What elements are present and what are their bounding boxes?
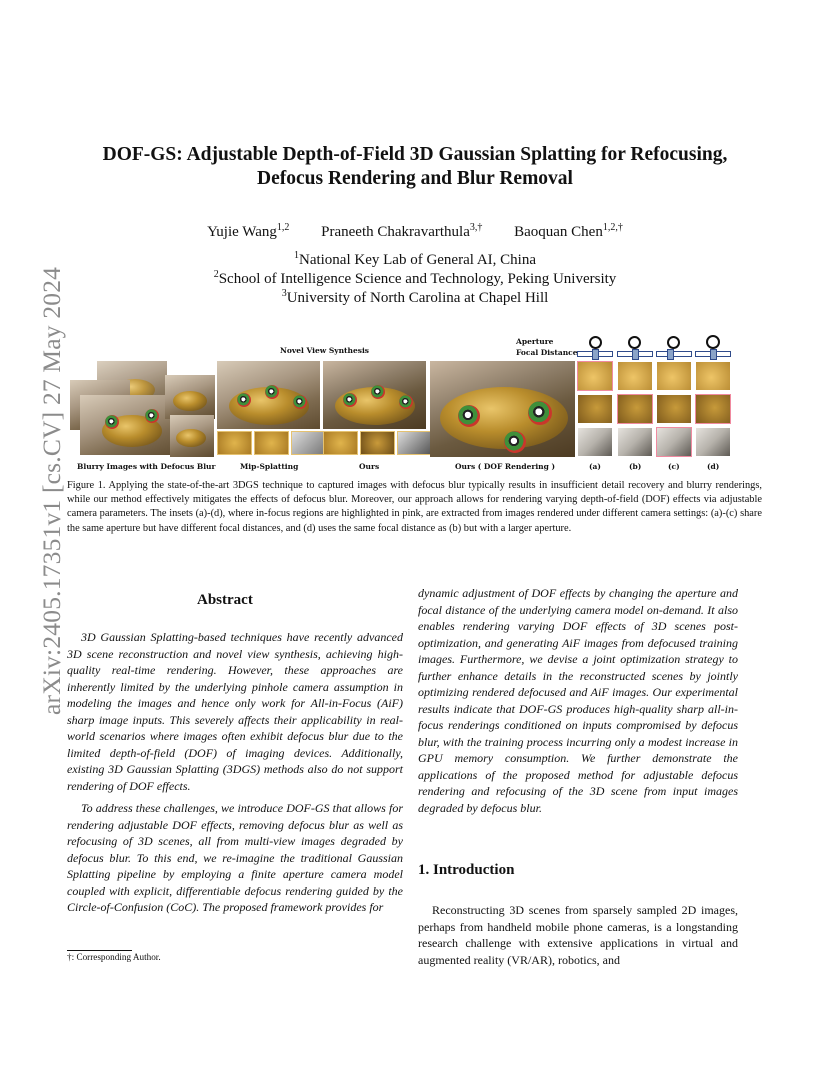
paper-title-line1: DOF-GS: Adjustable Depth-of-Field 3D Gaussian Splatting for Refocusing,: [102, 144, 728, 165]
arxiv-stamp: arXiv:2405.17351v1 [cs.CV] 27 May 2024: [37, 266, 66, 715]
inset-column-a: [577, 361, 613, 460]
figure-label: Mip-Splatting: [240, 462, 299, 471]
inset-column-d: [695, 361, 731, 460]
introduction-body: [418, 902, 738, 968]
aperture-label: Aperture: [516, 337, 554, 346]
figure-header: Novel View Synthesis: [280, 346, 370, 355]
footnote: †: Corresponding Author.: [67, 952, 161, 962]
figure-1: [70, 335, 760, 475]
abstract-body-left: [67, 629, 403, 916]
aperture-icon: [589, 336, 602, 349]
inset-label: (b): [629, 462, 642, 471]
affiliation: $^3$University of North Carolina at Chapel Hill: [281, 288, 549, 306]
author: Baoquan Chen$^{1,2,\dagger}$: [514, 222, 623, 240]
figure-caption: Figure 1. Applying the state-of-the-art 3DGS technique to captured images with defocus blur typically results in insufficient detail recovery and blurry renderings, while our method effectively mitigates the effects of defocus blur. Moreover, our approach allows for rendering varying depth-of-field (DOF) effects via adjustable camera parameters. The insets (a)-(d), where in-focus regions are highlighted in pink, are extracted from images rendered under different camera settings: (a)-(c) share the same aperture but have different focal distances, and (d) uses the same focal distance as (b) but with a larger aperture.: [67, 480, 762, 534]
abstract-heading: Abstract: [197, 592, 253, 608]
focal-distance-slider: [617, 351, 653, 357]
inset-column-c: [656, 361, 692, 460]
ours-render: [323, 361, 426, 429]
introduction-paragraph: Reconstructing 3D scenes from sparsely sampled 2D images, perhaps from handheld mobile phone cameras, is a longstanding research challenge with extensive applications in virtual and augmented reality (VR/AR), robotics, and: [418, 903, 738, 967]
aperture-icon: [628, 336, 641, 349]
mip-splatting-insets: [217, 431, 326, 455]
figure-label: Blurry Images with Defocus Blur: [77, 462, 216, 471]
abstract-paragraph: To address these challenges, we introduce DOF-GS that allows for rendering adjustable DOF effects, removing defocus blur as well as refocusing of 3D scenes, all from multi-view images degraded by defocus blur. To this end, we re-imagine the traditional Gaussian Splatting pipeline by employing a finite aperture camera model coupled with explicit, differentiable defocus rendering guided by the Circle-of-Confusion (CoC). The proposed framework provides for: [67, 801, 403, 914]
affiliation: $^1$National Key Lab of General AI, China: [293, 250, 536, 268]
blurry-input-image: [165, 375, 215, 419]
inset-label: (d): [707, 462, 720, 471]
aperture-icon: [706, 335, 720, 349]
focal-distance-slider: [656, 351, 692, 357]
ours-insets: [323, 431, 432, 455]
focal-distance-slider: [577, 351, 613, 357]
abstract-body-right: dynamic adjustment of DOF effects by changing the aperture and focal distance of the underlying camera model on-demand. It also enables rendering varying DOF effects of 3D scenes post-optimization, and generating AiF images from defocused training images. Furthermore, we devise a joint optimization strategy to further enhance details in the reconstructed scenes by jointly optimizing rendered defocused and AiF images. Our experimental results indicate that DOF-GS produces high-quality sharp all-in-focus renderings conditioned on inputs compromised by defocus blur, with the training process incurring only a modest increase in GPU memory consumption. We further demonstrate the applications of the proposed method for adjustable defocus rendering and refocusing of the 3D scene from input images degraded by defocus blur.: [418, 586, 738, 815]
blurry-input-image: [170, 415, 214, 457]
inset-label: (c): [668, 462, 680, 471]
author: Yujie Wang$^{1,2}$: [207, 222, 290, 240]
figure-label: Ours ( DOF Rendering ): [455, 462, 556, 471]
focal-distance-slider: [695, 351, 731, 357]
abstract-paragraph: 3D Gaussian Splatting-based techniques have recently advanced 3D scene reconstruction and novel view synthesis, achieving high-quality real-time rendering. However, these approaches are inherently limited by the underlying pinhole camera assumption in modeling the images and hence only work for All-in-Focus (AiF) sharp image inputs. This severely affects their applicability in real-world scenarios where images often exhibit defocus blur due to the limited depth-of-field (DOF) of imaging devices. Additionally, existing 3D Gaussian Splatting (3DGS) methods also do not support rendering of DOF effects.: [67, 630, 403, 793]
inset-column-b: [617, 361, 653, 460]
figure-label: Ours: [359, 462, 380, 471]
inset-label: (a): [589, 462, 601, 471]
mip-splatting-render: [217, 361, 320, 429]
footnote-rule: [67, 950, 132, 951]
ours-dof-render: [430, 361, 575, 457]
affiliation: $^2$School of Intelligence Science and Technology, Peking University: [213, 269, 617, 287]
focal-distance-label: Focal Distance: [516, 348, 578, 357]
introduction-heading: 1. Introduction: [418, 862, 515, 878]
author: Praneeth Chakravarthula$^{3,\dagger}$: [321, 222, 483, 240]
author-list: [100, 224, 730, 241]
aperture-icon: [667, 336, 680, 349]
paper-title-line2: Defocus Rendering and Blur Removal: [257, 168, 573, 189]
